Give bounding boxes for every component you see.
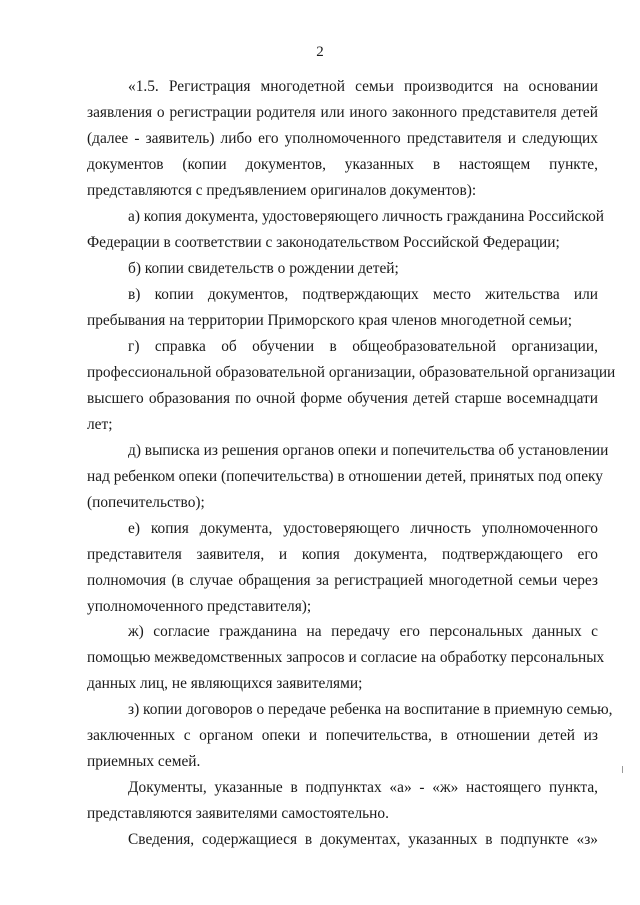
text-line: (далее - заявитель) либо его уполномоченного представителя и следующих [87, 130, 598, 147]
text-line: пребывания на территории Приморского края членов многодетной семьи; [87, 312, 573, 329]
text-line: Документы, указанные в подпунктах «а» - «ж» настоящего пункта, [128, 779, 598, 796]
text-line: в) копии документов, подтверждающих место жительства или [128, 286, 598, 303]
text-line: Сведения, содержащиеся в документах, указанных в подпункте «з» [128, 831, 598, 848]
text-line: уполномоченного представителя); [87, 598, 312, 615]
text-line: представляются заявителями самостоятельно. [87, 805, 389, 822]
text-line: д) выписка из решения органов опеки и попечительства об установлении [128, 442, 609, 459]
text-line: высшего образования по очной форме обучения детей старше восемнадцати [87, 390, 598, 407]
text-line: над ребенком опеки (попечительства) в отношении детей, принятых под опеку [87, 468, 604, 485]
scan-mark [622, 766, 623, 773]
text-line: а) копия документа, удостоверяющего личность гражданина Российской [128, 208, 605, 225]
text-line: ж) согласие гражданина на передачу его персональных данных с [128, 623, 598, 640]
text-line: б) копии свидетельств о рождении детей; [128, 260, 399, 277]
text-line: данных лиц, не являющихся заявителями; [87, 675, 363, 692]
text-line: Федерации в соответствии с законодательством Российской Федерации; [87, 234, 560, 251]
text-line: представителя заявителя, и копия документа, подтверждающего его [87, 546, 598, 563]
text-line: (попечительство); [87, 494, 205, 511]
text-line: е) копия документа, удостоверяющего личность уполномоченного [128, 520, 598, 537]
text-line: представляются с предъявлением оригиналов документов): [87, 182, 477, 199]
text-line: г) справка об обучении в общеобразовательной организации, [128, 338, 598, 355]
text-line: лет; [87, 416, 113, 433]
page-number: 2 [316, 44, 324, 60]
text-line: помощью межведомственных запросов и согласие на обработку персональных [87, 649, 605, 666]
text-line: приемных семей. [87, 753, 201, 770]
text-line: полномочия (в случае обращения за регистрацией многодетной семьи через [87, 572, 598, 589]
text-line: профессиональной образовательной организации, образовательной организации [87, 364, 616, 381]
text-line: заключенных с органом опеки и попечительства, в отношении детей из [87, 727, 598, 744]
text-line: заявления о регистрации родителя или иного законного представителя детей [87, 104, 598, 121]
text-line: документов (копии документов, указанных в настоящем пункте, [87, 156, 598, 173]
text-line: «1.5. Регистрация многодетной семьи производится на основании [128, 78, 598, 95]
text-line: з) копии договоров о передаче ребенка на воспитание в приемную семью, [128, 701, 613, 718]
